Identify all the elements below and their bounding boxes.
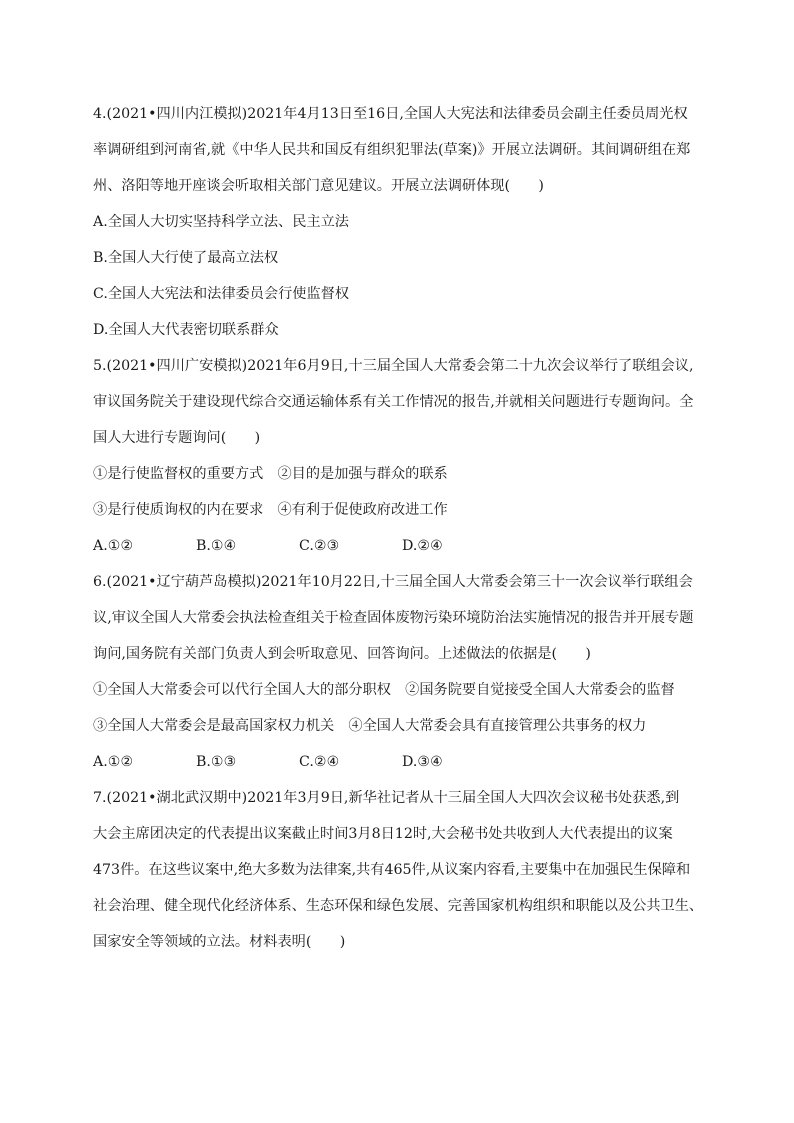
q6-statement-1: ①全国人大常委会可以代行全国人大的部分职权 ②国务院要自觉接受全国人大常委会的监督	[93, 682, 675, 698]
q4-option-b: B.全国人大行使了最高立法权	[93, 250, 279, 266]
q5-choice-b: B.①④	[196, 538, 237, 554]
q4-option-a: A.全国人大切实坚持科学立法、民主立法	[93, 214, 349, 230]
q6-stem-line-3: 询问,国务院有关部门负责人到会听取意见、回答询问。上述做法的依据是( )	[93, 646, 591, 662]
q6-choice-a: A.①②	[93, 754, 134, 770]
q6-choice-c: C.②④	[299, 754, 340, 770]
q5-stem-line-1: 5.(2021•四川广安模拟)2021年6月9日,十三届全国人大常委会第二十九次会议举行了联组会议,	[93, 358, 694, 374]
q5-choices	[93, 536, 443, 556]
q7-stem-line-3: 473件。在这些议案中,绝大多数为法律案,共有465件,从议案内容看,主要集中在加强民生保障和	[93, 862, 691, 878]
q5-choice-a: A.①②	[93, 538, 134, 554]
q5-statement-2: ③是行使质询权的内在要求 ④有利于促使政府改进工作	[93, 502, 448, 518]
q4-stem-line-3: 州、洛阳等地开座谈会听取相关部门意见建议。开展立法调研体现( )	[93, 178, 544, 194]
q6-stem-line-1: 6.(2021•辽宁葫芦岛模拟)2021年10月22日,十三届全国人大常委会第三十一次会议举行联组会	[93, 574, 693, 590]
q7-stem-line-4: 社会治理、健全现代化经济体系、生态环保和绿色发展、完善国家机构组织和职能以及公共卫生、	[93, 898, 704, 914]
q4-option-d: D.全国人大代表密切联系群众	[93, 322, 279, 338]
q6-choices	[93, 752, 443, 772]
q7-stem-line-2: 大会主席团决定的代表提出议案截止时间3月8日12时,大会秘书处共收到人大代表提出的议案	[93, 826, 673, 842]
q5-stem-line-3: 国人大进行专题询问( )	[93, 430, 261, 446]
q4-stem-line-2: 率调研组到河南省,就《中华人民共和国反有组织犯罪法(草案)》开展立法调研。其间调研组在郑	[93, 142, 691, 158]
q5-stem-line-2: 审议国务院关于建设现代综合交通运输体系有关工作情况的报告,并就相关问题进行专题询问。全	[93, 394, 694, 410]
q7-stem-line-5: 国家安全等领域的立法。材料表明( )	[93, 934, 346, 950]
q5-choice-c: C.②③	[299, 538, 340, 554]
q4-stem-line-1: 4.(2021•四川内江模拟)2021年4月13日至16日,全国人大宪法和法律委员会副主任委员周光权	[93, 106, 688, 122]
q6-choice-b: B.①③	[196, 754, 237, 770]
q5-choice-d: D.②④	[402, 538, 443, 554]
q6-choice-d: D.③④	[402, 754, 443, 770]
q6-statement-2: ③全国人大常委会是最高国家权力机关 ④全国人大常委会具有直接管理公共事务的权力	[93, 718, 647, 734]
q5-statement-1: ①是行使监督权的重要方式 ②目的是加强与群众的联系	[93, 466, 448, 482]
q4-option-c: C.全国人大宪法和法律委员会行使监督权	[93, 286, 350, 302]
q6-stem-line-2: 议,审议全国人大常委会执法检查组关于检查固体废物污染环境防治法实施情况的报告并开展专题	[93, 610, 694, 626]
q7-stem-line-1: 7.(2021•湖北武汉期中)2021年3月9日,新华社记者从十三届全国人大四次会议秘书处获悉,到	[93, 790, 680, 806]
